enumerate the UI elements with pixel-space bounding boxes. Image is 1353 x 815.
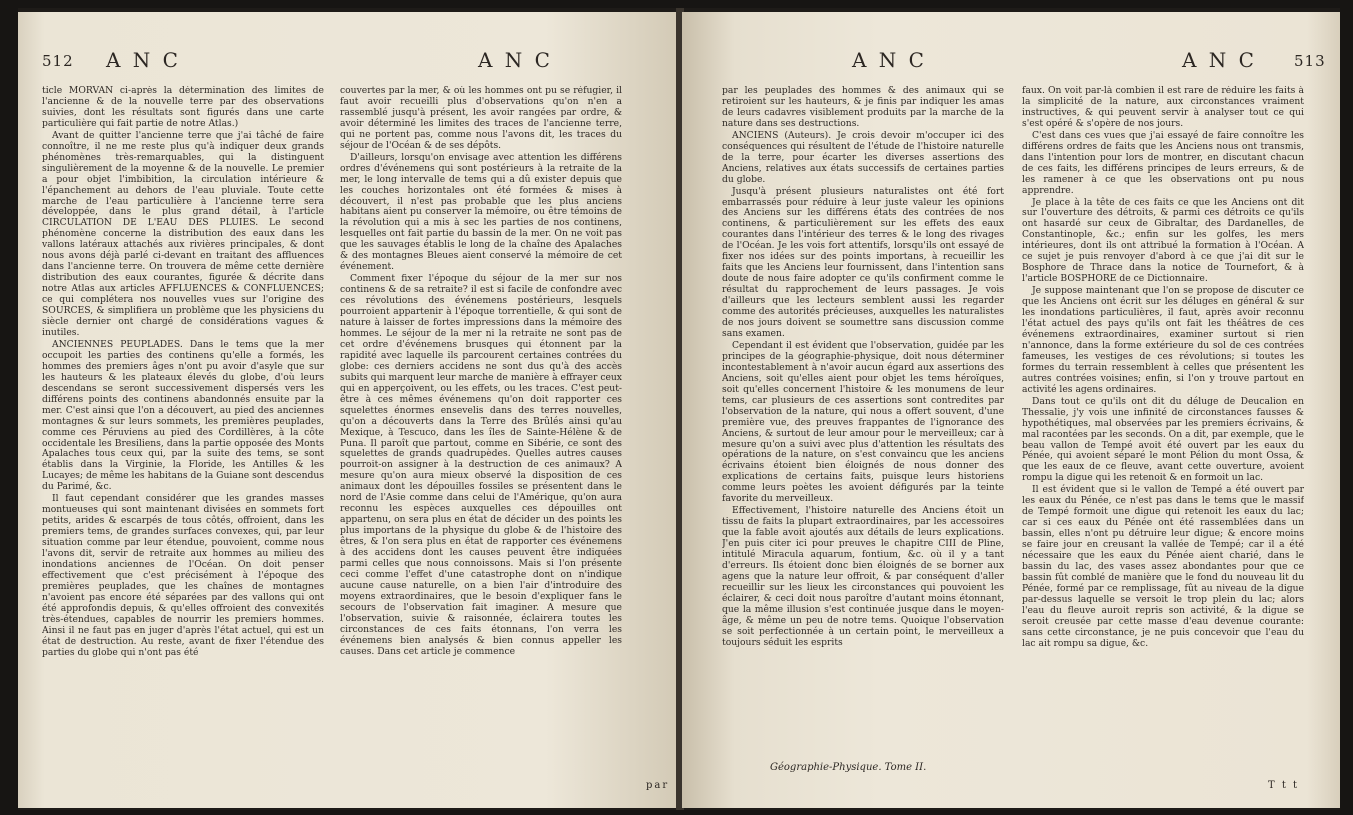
paragraph: Dans tout ce qu'ils ont dit du déluge de Deucalion en Thessalie, j'y vois une infinité de circonstances fausses & hypothétiques, mal observées par les premiers écrivains, & mal racontées par les seconds. On a dit, par exemple, que le beau vallon de Tempé avoit été ouvert par les eaux du Pénée, qui avoient séparé le mont Pélion du mont Ossa, & que les eaux de ce fleuve, avant cette ouverture, avoient rompu la digue qui les retenoit & en formoit un lac. [1022,395,1304,484]
paragraph: Je suppose maintenant que l'on se propose de discuter ce que les Anciens ont écrit sur les déluges en général & sur les inondations particulières, il faut, après avoir reconnu l'état actuel des pays qu'ils ont fait les théâtres de ces événemens extraordinaires, examiner surtout si rien n'annonce, dans la forme extérieure du sol de ces contrées fameuses, les vestiges de ces révolutions; si toutes les formes du terrain ressemblent à celles que présentent les autres contrées voisines; enfin, si l'on y trouve partout en activité les agens ordinaires. [1022,285,1304,395]
paragraph: C'est dans ces vues que j'ai essayé de faire connoître les différens ordres de faits que les Anciens nous ont transmis, dans l'intention pour lors de montrer, en discutant chacun de ces faits, les différens principes de leurs erreurs, & de les ramener à ce que les observations ont pu nous apprendre. [1022,129,1304,196]
running-head-center: A N C [478,48,553,72]
paragraph: ticle MORVAN ci-après la détermination des limites de l'ancienne & de la nouvelle terre par des observations suivies, dont les résultats sont figurés dans une carte particulière qui fait partie de notre Atlas.) [42,86,324,129]
paragraph: Effectivement, l'histoire naturelle des Anciens étoit un tissu de faits la plupart extraordinaires, par les accessoires que la fable avoit ajoutés aux détails de leurs explications. J'en puis citer ici pour preuves le chapitre CIII de Pline, intitulé Miracula aquarum, fontium, &c. où il y a tant d'erreurs. Ils étoient donc bien éloignés de se borner aux agens que la nature leur offroit, & par conséquent d'aller recueillir sur les lieux les circonstances qui pouvoient les éclairer, & ceci doit nous paroître d'autant moins étonnant, que la même illusion s'est continuée jusque dans le moyen-âge, & même un peu de notre tems. Quoique l'observation se soit perfectionnée à un certain point, le merveilleux a toujours séduit les esprits [722,505,1004,648]
left-page [18,12,678,808]
right-page [682,12,1340,808]
book-spread [18,8,1340,810]
right-running-head [682,48,1340,78]
paragraph: faux. On voit par-là combien il est rare de réduire les faits à la simplicité de la nature, aux circonstances vraiment instructives, & qui peuvent servir à analyser tout ce qui s'est opéré & s'opère de nos jours. [1022,86,1304,129]
right-column-2 [1022,86,1304,776]
paragraph: Comment fixer l'époque du séjour de la mer sur nos continens & de sa retraite? il est si facile de confondre avec ces révolutions des événemens postérieurs, lesquels pourroient appartenir à l'époque torrentielle, & qui sont de nature à laisser de fortes impressions dans la mémoire des hommes. Le séjour de la mer ni la retraite ne sont pas de cet ordre d'événemens brusques qui étonnent par la rapidité avec laquelle ils parcourent certaines contrées du globe: ces derniers accidens ne sont dus qu'à des accès subits qui marquent leur marche de manière à effrayer ceux qui en apperçoivent, ou les effets, ou les traces. C'est peut-être à ces mêmes événemens qu'on doit rapporter ces squelettes énormes ensevelis dans des terres nouvelles, qu'on a découverts dans la Terre des Brûlés ainsi qu'au Mexique, à Tescuco, dans les îles de Sainte-Hélène & de Puna. Il paroît que partout, comme en Sibérie, ce sont des squelettes de grands quadrupèdes. Quelles autres causes pourroit-on assigner à la destruction de ces animaux? A mesure qu'on aura mieux observé la disposition de ces animaux dont les dépouilles fossiles se présentent dans le nord de l'Asie comme dans celui de l'Amérique, qu'on aura reconnu les espèces auxquelles ces dépouilles ont appartenu, on sera plus en état de décider un des points les plus importans de la physique du globe & de l'histoire des êtres, & l'on sera plus en état de rapporter ces événemens à des accidens dont les causes peuvent être indiquées parmi celles que nous connoissons. Mais si l'on présente ceci comme l'effet d'une catastrophe dont on n'indique aucune cause naturelle, on a bien l'air d'introduire des moyens extraordinaires, que le besoin d'expliquer fans le secours de l'observation fait imaginer. A mesure que l'observation, suivie & raisonnée, éclairera toutes les circonstances de ces faits étonnans, l'on verra les événemens bien analysés & bien connus appeller les causes. Dans cet article je commence [340,273,622,657]
paragraph: par les peuplades des hommes & des animaux qui se retiroient sur les hauteurs, & je finis par indiquer les amas de leurs cadavres visiblement produits par la marche de la nature dans ses destructions. [722,86,1004,129]
right-column-1 [722,86,1004,754]
running-head-right: A N C [1182,48,1257,72]
signature-mark: T t t [1268,780,1300,791]
paragraph: Il faut cependant considérer que les grandes masses montueuses qui sont maintenant divisées en sommets fort petits, arides & escarpés de tous côtés, offroient, dans les premiers tems, de grandes surfaces convexes, qui, par leur situation comme par leur étendue, pouvoient, comme nous l'avons dit, servir de retraite aux hommes au milieu des inondations anciennes de l'Océan. On doit penser effectivement que c'est précisément à l'époque des premières peuplades, que les chaînes de montagnes n'avoient pas encore été séparées par des vallons qui ont été approfondis depuis, & qu'elles offroient des convexités très-étendues, capables de nourrir les premiers hommes. Ainsi il ne faut pas en juger d'après l'état actuel, qui est un état de destruction. Au reste, avant de fixer l'étendue des parties du globe qui n'ont pas été [42,493,324,658]
footer-title: Géographie-Physique. Tome II. [770,762,927,773]
paragraph: couvertes par la mer, & où les hommes ont pu se réfugier, il faut avoir recueilli plus d'observations qu'on n'en a rassemblé jusqu'à présent, les avoir rangées par ordre, & avoir déterminé les limites des traces de l'ancienne terre, qui ne portent pas, comme nous l'avons dit, les traces du séjour de l'Océan & de ses dépôts. [340,86,622,151]
paragraph: Je place à la tête de ces faits ce que les Anciens ont dit sur l'ouverture des détroits, & parmi ces détroits ce qu'ils ont hasardé sur ceux de Gibraltar, des Dardanelles, de Constantinople, &c.; enfin sur les golfes, les mers intérieures, dont ils ont attribué la formation à l'Océan. A ce sujet je puis renvoyer d'abord à ce que j'ai dit sur le Bosphore de Thrace dans la notice de Tournefort, & à l'article BOSPHORE de ce Dictionnaire. [1022,196,1304,285]
paragraph: ANCIENS (Auteurs). Je crois devoir m'occuper ici des conséquences qui résultent de l'étude de l'histoire naturelle de la terre, pour écarter les diverses assertions des Anciens, relatives aux états successifs de certaines parties du globe. [722,129,1004,185]
page-number: 512 [42,52,74,70]
paragraph: ANCIENNES PEUPLADES. Dans le tems que la mer occupoit les parties des continens qu'elle a formés, les hommes des premiers âges n'ont pu avoir d'asyle que sur les hauteurs & les plateaux élevés du globe, d'où leurs descendans se seront successivement dispersés vers les différens points des continens abandonnés ensuite par la mer. C'est ainsi que l'on a découvert, au pied des anciennes montagnes & sur leurs sommets, les premières peuplades, comme ces Péruviens au pied des Cordillères, à la côte occidentale les Bresiliens, dans la partie opposée des Monts Apalaches tous ceux qui, par la suite des tems, se sont établis dans la Virginie, la Floride, les Antilles & les Lucayes; de même les habitans de la Guiane sont descendus du Parimé, &c. [42,338,324,493]
running-head-left: A N C [106,48,181,72]
paragraph: Avant de quitter l'ancienne terre que j'ai tâché de faire connoître, il ne me reste plus qu'à indiquer deux grands phénomènes très-remarquables, qui la distinguent singulièrement de la moyenne & de la nouvelle. Le premier a pour objet l'imbibition, la circulation intérieure & l'épanchement au dehors de l'eau pluviale. Toute cette marche de l'eau particulière à l'ancienne terre sera développée, dans le plus grand détail, à l'article CIRCULATION DE L'EAU DES PLUIES. Le second phénomène concerne la distribution des eaux dans les vallons latéraux attachés aux rivières principales, & dont nous avons déjà parlé ci-devant en traitant des affluences dans l'ancienne terre. On trouvera de même cette dernière distribution des eaux courantes, figurée & décrite dans notre Atlas aux articles AFFLUENCES & CONFLUENCES; ce qui complétera nos nouvelles vues sur l'origine des SOURCES, & simplifiera un problème que les physiciens du siècle dernier ont chargé de considérations vagues & inutiles. [42,129,324,338]
catchword: par [646,780,670,791]
paragraph: Il est évident que si le vallon de Tempé a été ouvert par les eaux du Pénée, ce n'est pas dans le tems que le massif de Tempé formoit une digue qui retenoit les eaux du lac; car si ces eaux du Pénée ont été rassemblées dans un bassin, elles n'ont pu détruire leur digue; & encore moins se faire jour en creusant la vallée de Tempé; car il a été nécessaire que les eaux du Pénée aient charié, dans le bassin du lac, des vases assez abondantes pour que ce bassin fût comblé de manière que le fond du nouveau lit du Pénée, formé par ce remplissage, fût au niveau de la digue par-dessus laquelle se versoit le trop plein du lac; alors l'eau du fleuve auroit repris son activité, & la digue se seroit creusée par cette masse d'eau devenue courante: sans cette circonstance, je ne puis concevoir que l'eau du lac ait rompu sa digue, &c. [1022,484,1304,649]
paragraph: Cependant il est évident que l'observation, guidée par les principes de la géographie-physique, doit nous déterminer incontestablement à n'avoir aucun égard aux assertions des Anciens, soit qu'elles aient pour objet les tems héroïques, soit qu'elles concernent l'histoire & les monumens de leur tems, car plusieurs de ces assertions sont contredites par l'observation de la nature, qui nous a offert souvent, d'une première vue, des preuves frappantes de l'ignorance des Anciens, & surtout de leur amour pour le merveilleux; car à mesure qu'on a suivi avec plus d'attention les résultats des opérations de la nature, on s'est convaincu que les anciens écrivains étoient bien éloignés de nous donner des explications de certains faits, puisque leurs historiens comme leurs poètes les avoient défigurés par la teinte favorite du merveilleux. [722,339,1004,505]
left-running-head [18,48,678,78]
left-column-1 [42,86,324,776]
page-number: 513 [1294,52,1326,70]
left-column-2 [340,86,622,776]
paragraph: Jusqu'à présent plusieurs naturalistes ont été fort embarrassés pour réduire à leur juste valeur les opinions des Anciens sur les différens états des contrées de nos continens, & particulièrement sur les effets des eaux courantes dans l'intérieur des terres & le long des rivages de l'Océan. Je les vois fort attentifs, lorsqu'ils ont essayé de fixer nos idées sur des points importans, à recueillir les faits que les Anciens leur fournissent, dans l'intention sans doute de nous faire adopter ce qu'ils confirment comme le résultat du rapprochement de leurs passages. Je vois d'ailleurs que les lecteurs semblent aussi les regarder comme des autorités précieuses, auxquelles les naturalistes de nos jours doivent se soumettre sans discussion comme sans examen. [722,185,1004,339]
paragraph: D'ailleurs, lorsqu'on envisage avec attention les différens ordres d'événemens qui sont postérieurs à la retraite de la mer, le long intervalle de tems qui a dû exister depuis que les couches horizontales ont été formées & mises à découvert, il n'est pas probable que les plus anciens habitans aient pu conserver la mémoire, ou être témoins de la révolution qui a mis à sec les parties de nos continens, lesquelles ont fait partie du bassin de la mer. On ne voit pas que les sauvages établis le long de la chaîne des Apalaches & des montagnes Bleues aient conservé la mémoire de cet événement. [340,151,622,273]
running-head-center: A N C [852,48,927,72]
